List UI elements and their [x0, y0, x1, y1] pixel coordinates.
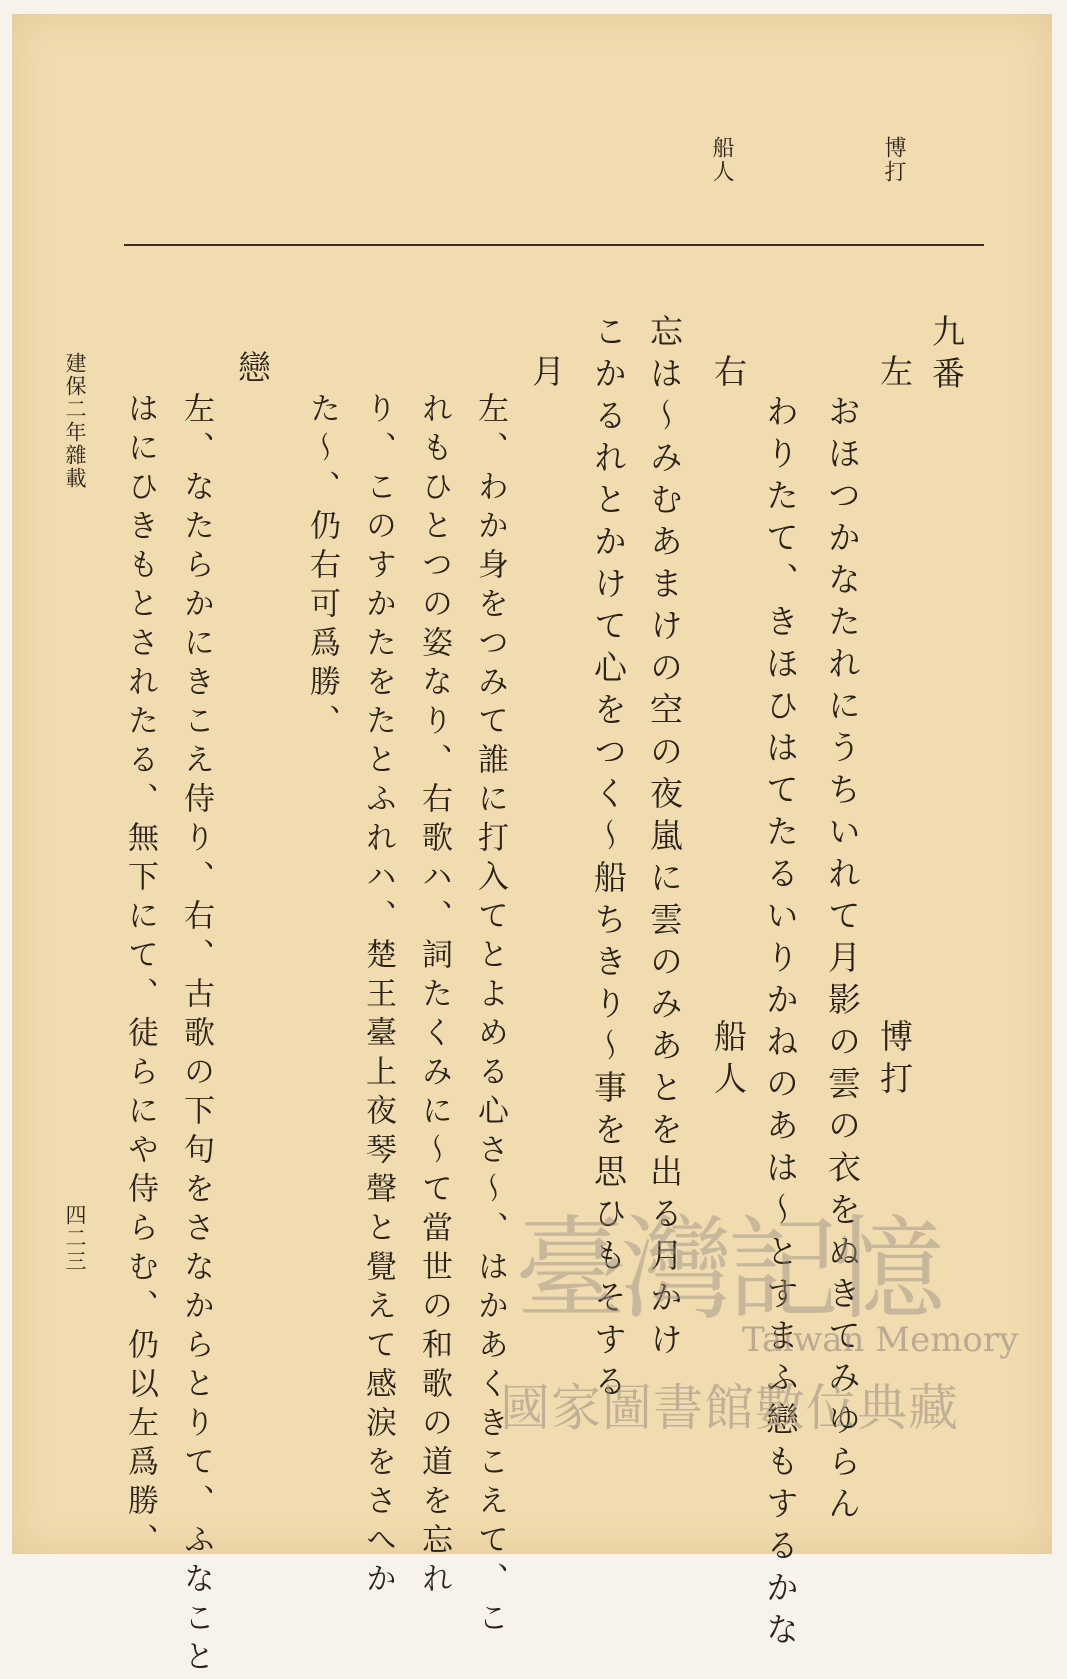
commentary-moon-line: 左、わか身をつみて誰に打入てとよめる心さ〜、はかあくきこえて、こ — [472, 392, 508, 1640]
topic-moon: 月 — [527, 354, 566, 396]
commentary-love-line: 左、なたらかにきこえ侍り、右、古歌の下句をさなからとりて、ふなこと — [178, 392, 214, 1679]
entry-number: 九番 — [927, 314, 966, 398]
right-poem-line2: 忘は〜みむあまけの空の夜嵐に雲のみあとを出る月かけ — [645, 314, 684, 1364]
right-poem-line1: わりたて、きほひはてたるいりかねのあは〜とすまふ戀もするかな — [761, 394, 800, 1654]
watermark-subtitle: 國家圖書館數位典藏 — [500, 1379, 959, 1437]
header-rule — [124, 244, 984, 246]
left-poem: おほつかなたれにうちいれて月影の雲の衣をぬきてみゆらん — [823, 394, 862, 1528]
commentary-love-line: はにひきもとされたる、無下にて、徒らにや侍らむ、仍以左爲勝、 — [122, 392, 158, 1562]
watermark-title-en: Taiwan Memory — [742, 1320, 1019, 1360]
header-right-name: 博打 — [881, 136, 906, 184]
left-author: 博打 — [875, 1019, 914, 1103]
right-poem-line3: こかるれとかけて心をつく〜船ちきり〜事を思ひもそする — [589, 314, 628, 1406]
topic-love: 戀 — [233, 350, 272, 392]
watermark-title-cjk: 臺灣記憶 — [515, 1205, 939, 1335]
right-author: 船人 — [709, 1019, 748, 1103]
right-side-label: 右 — [709, 354, 748, 396]
left-side-label: 左 — [875, 354, 914, 396]
commentary-moon-line: た〜、仍右可爲勝、 — [304, 392, 340, 743]
page-number: 四二三 — [63, 1204, 87, 1273]
commentary-moon-line: れもひとつの姿なり、右歌ハ、詞たくみに〜て當世の和歌の道を忘れ — [416, 392, 452, 1601]
header-left-name: 船人 — [709, 136, 734, 184]
footer-collection: 建保二年雜載 — [63, 352, 87, 490]
commentary-moon-line: り、このすかたをたとふれハ、楚王臺上夜琴聲と覺えて感涙をさへか — [360, 392, 396, 1601]
